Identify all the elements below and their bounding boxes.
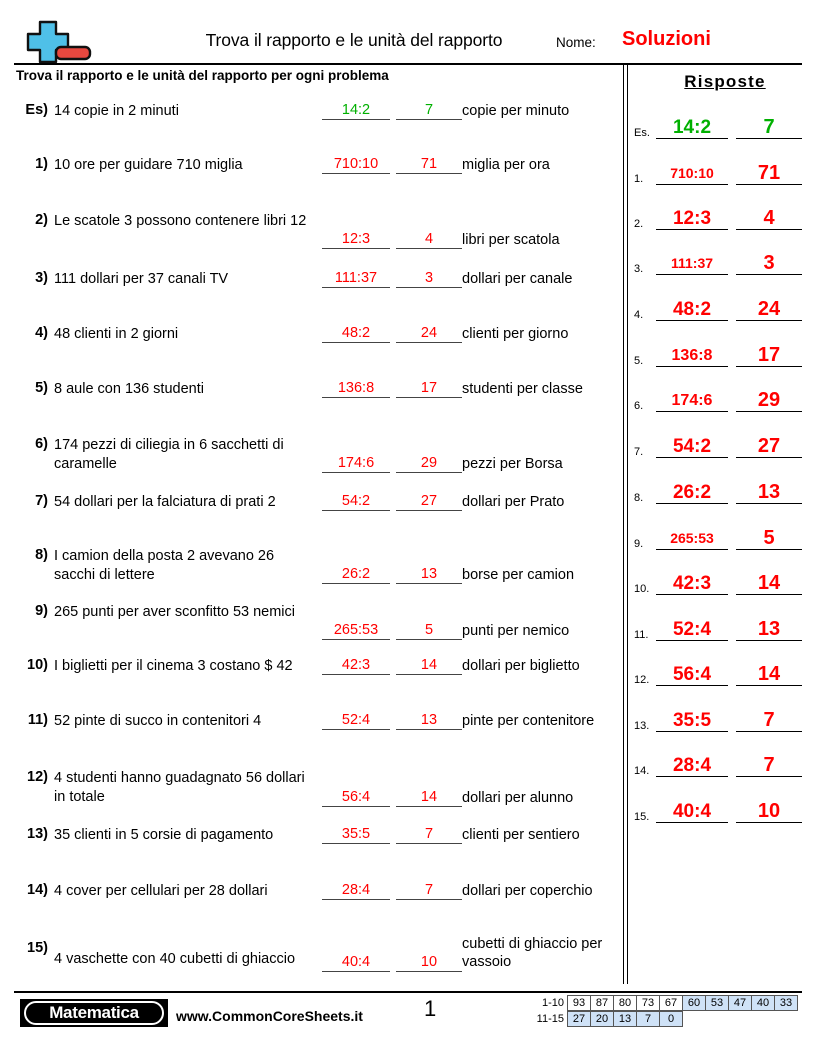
brand-label: Matematica xyxy=(24,1001,164,1025)
problem-number: 2) xyxy=(35,212,48,228)
rate-blank[interactable]: 7 xyxy=(396,102,462,120)
rate-blank[interactable]: 7 xyxy=(396,882,462,900)
ratio-blank[interactable]: 42:3 xyxy=(322,657,390,675)
answer-rate: 7 xyxy=(736,755,802,777)
problem-number: 11) xyxy=(27,712,48,728)
answer-row xyxy=(632,800,810,823)
answer-ratio: 14:2 xyxy=(656,117,728,139)
problem-text: 52 pinte di succo in contenitori 4 xyxy=(54,713,262,729)
rate-blank[interactable]: 14 xyxy=(396,789,462,807)
brand-badge xyxy=(20,999,168,1027)
rate-blank[interactable]: 4 xyxy=(396,231,462,249)
problem-number: 13) xyxy=(27,826,48,842)
name-value: Soluzioni xyxy=(622,28,711,50)
answer-row-number: 2. xyxy=(634,218,644,230)
problem-text: 4 cover per cellulari per 28 dollari xyxy=(54,883,268,899)
unit-label: borse per camion xyxy=(462,567,575,583)
answer-row-number: 5. xyxy=(634,355,644,367)
answer-row-number: 9. xyxy=(634,538,644,550)
unit-label: dollari per canale xyxy=(462,271,573,287)
answer-row-number: 8. xyxy=(634,492,644,504)
answer-rate: 14 xyxy=(736,664,802,686)
answer-row-number: 15. xyxy=(634,811,650,823)
problem-number: Es) xyxy=(25,102,48,118)
rate-blank[interactable]: 71 xyxy=(396,156,462,174)
rate-blank[interactable]: 7 xyxy=(396,826,462,844)
plus-minus-logo-icon xyxy=(18,18,102,64)
problem-text: 174 pezzi di ciliegia in 6 sacchetti di caramelle xyxy=(54,437,284,472)
problem-number: 4) xyxy=(35,325,48,341)
answer-ratio: 40:4 xyxy=(656,801,728,823)
answer-ratio: 136:8 xyxy=(656,345,728,367)
rate-blank[interactable]: 5 xyxy=(396,622,462,640)
score-cell: 40 xyxy=(751,995,775,1011)
answer-ratio: 54:2 xyxy=(656,436,728,458)
problem-number: 5) xyxy=(35,380,48,396)
score-row xyxy=(528,995,798,1011)
problem-number: 10) xyxy=(27,657,48,673)
problem-number: 12) xyxy=(27,769,48,785)
answer-rate: 10 xyxy=(736,801,802,823)
answer-rate: 27 xyxy=(736,436,802,458)
answer-row xyxy=(632,207,810,230)
score-row-label: 11-15 xyxy=(536,1013,564,1025)
score-cell: 93 xyxy=(567,995,591,1011)
unit-label: miglia per ora xyxy=(462,157,550,173)
answer-ratio: 48:2 xyxy=(656,299,728,321)
answer-row xyxy=(632,162,810,185)
answer-ratio: 52:4 xyxy=(656,619,728,641)
unit-label: dollari per alunno xyxy=(462,790,574,806)
answer-ratio: 265:53 xyxy=(656,528,728,550)
answer-row-number: 3. xyxy=(634,263,644,275)
answer-row-number: 6. xyxy=(634,400,644,412)
answer-row xyxy=(632,527,810,550)
score-table xyxy=(528,995,798,1027)
rate-blank[interactable]: 17 xyxy=(396,380,462,398)
answer-rate: 4 xyxy=(736,208,802,230)
answer-ratio: 710:10 xyxy=(656,163,728,185)
rate-blank[interactable]: 24 xyxy=(396,325,462,343)
answer-row xyxy=(632,298,810,321)
ratio-blank[interactable]: 26:2 xyxy=(322,566,390,584)
page-title: Trova il rapporto e le unità del rapporto xyxy=(205,30,503,50)
score-cell: 7 xyxy=(636,1011,660,1027)
page-number: 1 xyxy=(424,996,437,1021)
page-header xyxy=(14,16,802,64)
answer-row xyxy=(632,618,810,641)
answer-rate: 7 xyxy=(736,710,802,732)
score-row xyxy=(528,1011,798,1027)
problem-number: 8) xyxy=(35,547,48,563)
answer-rate: 3 xyxy=(736,253,802,275)
unit-label: pinte per contenitore xyxy=(462,713,595,729)
score-cell: 60 xyxy=(682,995,706,1011)
problem-number: 7) xyxy=(35,493,48,509)
column-divider xyxy=(623,64,628,984)
answer-row xyxy=(632,663,810,686)
unit-label: cubetti di ghiaccio per vassoio xyxy=(462,936,603,970)
ratio-blank[interactable]: 56:4 xyxy=(322,789,390,807)
unit-label: clienti per giorno xyxy=(462,326,569,342)
ratio-blank[interactable]: 111:37 xyxy=(322,270,390,288)
rate-blank[interactable]: 29 xyxy=(396,455,462,473)
answer-rate: 14 xyxy=(736,573,802,595)
rate-blank[interactable]: 3 xyxy=(396,270,462,288)
answer-rate: 7 xyxy=(736,117,802,139)
unit-label: punti per nemico xyxy=(462,623,570,639)
problem-text: Le scatole 3 possono contenere libri 12 xyxy=(54,213,307,229)
score-cell: 27 xyxy=(567,1011,591,1027)
problem-text: I camion della posta 2 avevano 26 sacchi di lettere xyxy=(54,548,275,583)
problem-number: 14) xyxy=(27,882,48,898)
unit-label: libri per scatola xyxy=(462,232,560,248)
answer-row-number: 10. xyxy=(634,583,650,595)
ratio-blank[interactable]: 35:5 xyxy=(322,826,390,844)
answer-ratio: 56:4 xyxy=(656,664,728,686)
answer-ratio: 28:4 xyxy=(656,755,728,777)
unit-label: studenti per classe xyxy=(462,381,583,397)
rate-blank[interactable]: 27 xyxy=(396,493,462,511)
score-cell: 33 xyxy=(774,995,798,1011)
answer-row xyxy=(632,709,810,732)
unit-label: dollari per coperchio xyxy=(462,883,593,899)
answer-ratio: 174:6 xyxy=(656,390,728,412)
problem-number: 9) xyxy=(35,603,48,619)
answer-rate: 13 xyxy=(736,482,802,504)
answer-row-number: Es. xyxy=(634,127,650,139)
problem-text: 4 vaschette con 40 cubetti di ghiaccio xyxy=(54,951,296,967)
answers-panel xyxy=(632,64,810,823)
score-cell: 47 xyxy=(728,995,752,1011)
problem-text: 48 clienti in 2 giorni xyxy=(54,326,179,342)
score-cell: 73 xyxy=(636,995,660,1011)
answer-row xyxy=(632,252,810,275)
ratio-blank[interactable]: 14:2 xyxy=(322,102,390,120)
answer-rate: 17 xyxy=(736,345,802,367)
problem-number: 15) xyxy=(27,940,48,956)
unit-label: dollari per biglietto xyxy=(462,658,580,674)
answer-row-number: 7. xyxy=(634,446,644,458)
score-cell: 53 xyxy=(705,995,729,1011)
rate-blank[interactable]: 13 xyxy=(396,566,462,584)
problem-number: 3) xyxy=(35,270,48,286)
answer-row-number: 4. xyxy=(634,309,644,321)
ratio-blank[interactable]: 54:2 xyxy=(322,493,390,511)
problem-text: 10 ore per guidare 710 miglia xyxy=(54,157,243,173)
answer-rate: 13 xyxy=(736,619,802,641)
name-label: Nome: xyxy=(556,35,596,50)
unit-label: pezzi per Borsa xyxy=(462,456,563,472)
answer-rate: 29 xyxy=(736,390,802,412)
problem-text: 54 dollari per la falciatura di prati 2 xyxy=(54,494,276,510)
problem-number: 1) xyxy=(35,156,48,172)
answer-row xyxy=(632,572,810,595)
problem-text: 14 copie in 2 minuti xyxy=(54,103,179,119)
ratio-blank[interactable]: 48:2 xyxy=(322,325,390,343)
answer-ratio: 35:5 xyxy=(656,710,728,732)
problem-text: 111 dollari per 37 canali TV xyxy=(54,271,229,287)
ratio-blank[interactable]: 28:4 xyxy=(322,882,390,900)
unit-label: dollari per Prato xyxy=(462,494,565,510)
answer-row-number: 12. xyxy=(634,674,650,686)
answer-row-number: 11. xyxy=(634,629,649,641)
answer-row-number: 13. xyxy=(634,720,650,732)
answer-row-number: 1. xyxy=(634,173,644,185)
answer-row xyxy=(632,481,810,504)
ratio-blank[interactable]: 40:4 xyxy=(322,954,390,972)
rate-blank[interactable]: 10 xyxy=(396,954,462,972)
site-url: www.CommonCoreSheets.it xyxy=(176,1008,363,1024)
answer-row-number: 14. xyxy=(634,765,650,777)
answer-ratio: 12:3 xyxy=(656,208,728,230)
answer-row xyxy=(632,344,810,367)
problem-text: 8 aule con 136 studenti xyxy=(54,381,204,397)
score-cell: 20 xyxy=(590,1011,614,1027)
answers-title: Risposte xyxy=(684,72,766,91)
answer-ratio: 111:37 xyxy=(656,253,728,275)
ratio-blank[interactable]: 710:10 xyxy=(322,156,390,174)
problem-text: 35 clienti in 5 corsie di pagamento xyxy=(54,827,274,843)
problem-text: I biglietti per il cinema 3 costano $ 42 xyxy=(54,658,293,674)
ratio-blank[interactable]: 52:4 xyxy=(322,712,390,730)
ratio-blank[interactable]: 174:6 xyxy=(322,455,390,473)
answer-row xyxy=(632,435,810,458)
answer-ratio: 26:2 xyxy=(656,482,728,504)
unit-label: copie per minuto xyxy=(462,103,570,119)
ratio-blank[interactable]: 265:53 xyxy=(322,622,390,640)
footer-divider xyxy=(14,991,802,993)
score-cell: 87 xyxy=(590,995,614,1011)
score-cell: 13 xyxy=(613,1011,637,1027)
answer-rate: 5 xyxy=(736,528,802,550)
answer-row xyxy=(632,389,810,412)
answer-row xyxy=(632,116,810,139)
ratio-blank[interactable]: 12:3 xyxy=(322,231,390,249)
rate-blank[interactable]: 13 xyxy=(396,712,462,730)
unit-label: clienti per sentiero xyxy=(462,827,580,843)
rate-blank[interactable]: 14 xyxy=(396,657,462,675)
answer-row xyxy=(632,754,810,777)
problem-number: 6) xyxy=(35,436,48,452)
score-row-label: 1-10 xyxy=(541,997,564,1009)
answer-rate: 71 xyxy=(736,163,802,185)
problem-text: 265 punti per aver sconfitto 53 nemici xyxy=(54,604,295,620)
score-cell: 80 xyxy=(613,995,637,1011)
instruction-text: Trova il rapporto e le unità del rapporto per ogni problema xyxy=(16,68,389,83)
answer-ratio: 42:3 xyxy=(656,573,728,595)
score-cell: 67 xyxy=(659,995,683,1011)
answer-rate: 24 xyxy=(736,299,802,321)
score-cell: 0 xyxy=(659,1011,683,1027)
ratio-blank[interactable]: 136:8 xyxy=(322,380,390,398)
problem-text: 4 studenti hanno guadagnato 56 dollari in totale xyxy=(54,770,305,805)
